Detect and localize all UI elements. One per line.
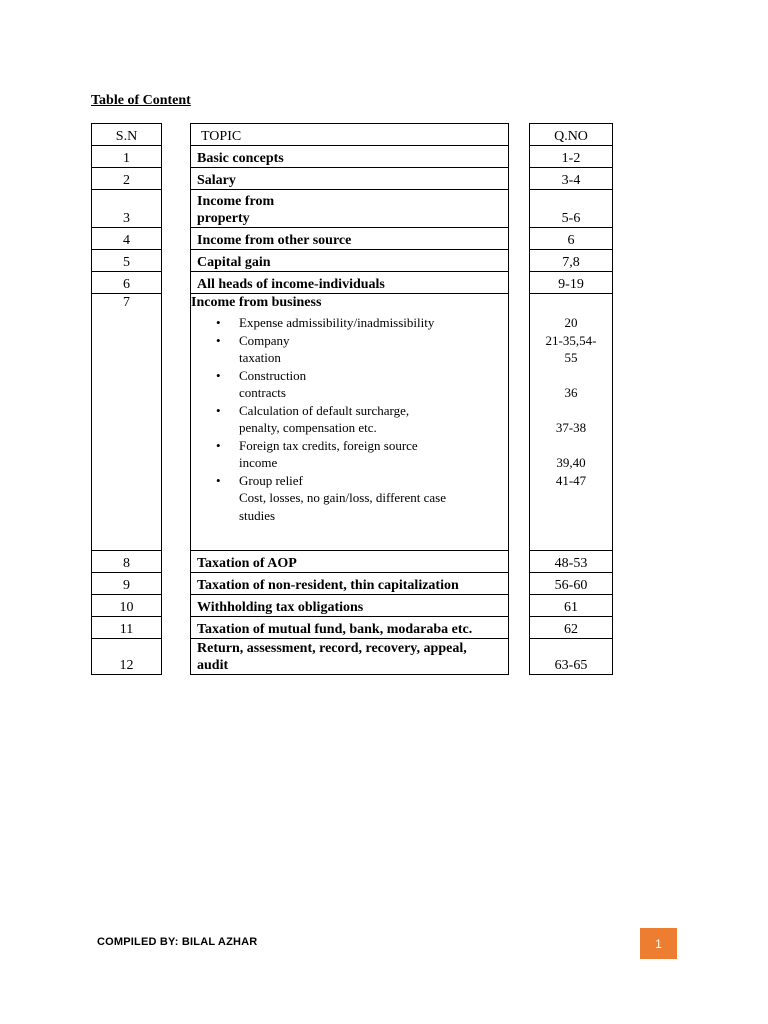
topic-cell: Basic concepts bbox=[191, 146, 509, 168]
qno-cell-business bbox=[530, 294, 613, 551]
qno-cell: 3-4 bbox=[530, 168, 613, 190]
qno-header: Q.NO bbox=[530, 124, 613, 146]
sn-cell: 3 bbox=[92, 190, 162, 228]
bullet-icon: • bbox=[216, 315, 221, 330]
qno-cell: 6 bbox=[530, 228, 613, 250]
sn-cell: 8 bbox=[92, 551, 162, 573]
bullet-icon: • bbox=[216, 402, 221, 418]
topic-header: TOPIC bbox=[191, 124, 509, 146]
qno-cell: 9-19 bbox=[530, 272, 613, 294]
question-number-column bbox=[529, 123, 613, 675]
sn-cell: 10 bbox=[92, 595, 162, 617]
topic-cell bbox=[191, 190, 509, 228]
qno-cell: 7,8 bbox=[530, 250, 613, 272]
sn-cell: 7 bbox=[92, 294, 162, 551]
bullet-icon: • bbox=[216, 332, 221, 348]
compiled-by-footer: COMPILED BY: BILAL AZHAR bbox=[97, 936, 258, 948]
business-qno-list: 20 21-35,54- 55 36 37-38 39,40 41-47 bbox=[545, 315, 597, 488]
topic-cell: Taxation of non-resident, thin capitalization bbox=[191, 573, 509, 595]
subtopic-item: • Construction contracts bbox=[216, 367, 307, 400]
qno-cell: 62 bbox=[530, 617, 613, 639]
topic-cell-business bbox=[191, 294, 509, 551]
qno-cell: 48-53 bbox=[530, 551, 613, 573]
topic-cell: Withholding tax obligations bbox=[191, 595, 509, 617]
subtopic-item: • Company taxation bbox=[216, 332, 290, 365]
topic-cell: All heads of income-individuals bbox=[191, 272, 509, 294]
topic-cell: Income from other source bbox=[191, 228, 509, 250]
subtopic-item: • Expense admissibility/inadmissibility bbox=[216, 315, 435, 330]
serial-number-column bbox=[91, 123, 162, 675]
topic-line: audit bbox=[197, 658, 229, 673]
sn-cell: 11 bbox=[92, 617, 162, 639]
sn-cell: 4 bbox=[92, 228, 162, 250]
topic-line: Return, assessment, record, recovery, appeal, bbox=[197, 641, 467, 656]
sn-header: S.N bbox=[92, 124, 162, 146]
subtopic-item: • Group relief Cost, losses, no gain/loss, different case studies bbox=[216, 472, 447, 523]
qno-cell: 5-6 bbox=[530, 190, 613, 228]
topic-cell: Salary bbox=[191, 168, 509, 190]
topic-cell bbox=[191, 639, 509, 675]
topic-line: property bbox=[197, 211, 250, 226]
qno-cell: 56-60 bbox=[530, 573, 613, 595]
topic-cell: Taxation of AOP bbox=[191, 551, 509, 573]
sn-cell: 9 bbox=[92, 573, 162, 595]
page-number-badge: 1 bbox=[640, 928, 677, 959]
subtopic-item: • Foreign tax credits, foreign source income bbox=[216, 437, 418, 470]
qno-cell: 61 bbox=[530, 595, 613, 617]
subtopic-item: • Calculation of default surcharge, penalty, compensation etc. bbox=[216, 402, 410, 435]
bullet-icon: • bbox=[216, 437, 221, 453]
topic-column bbox=[190, 123, 509, 675]
bullet-icon: • bbox=[216, 367, 221, 383]
business-title: Income from business bbox=[191, 295, 322, 310]
sn-cell: 2 bbox=[92, 168, 162, 190]
business-subtopics bbox=[191, 314, 508, 524]
qno-cell: 63-65 bbox=[530, 639, 613, 675]
bullet-icon: • bbox=[216, 472, 221, 488]
sn-cell: 6 bbox=[92, 272, 162, 294]
topic-line: Income from bbox=[197, 194, 275, 209]
sn-cell: 1 bbox=[92, 146, 162, 168]
sn-cell: 12 bbox=[92, 639, 162, 675]
qno-cell: 1-2 bbox=[530, 146, 613, 168]
topic-cell: Taxation of mutual fund, bank, modaraba etc. bbox=[191, 617, 509, 639]
sn-cell: 5 bbox=[92, 250, 162, 272]
topic-cell: Capital gain bbox=[191, 250, 509, 272]
document-title: Table of Content bbox=[91, 93, 191, 108]
